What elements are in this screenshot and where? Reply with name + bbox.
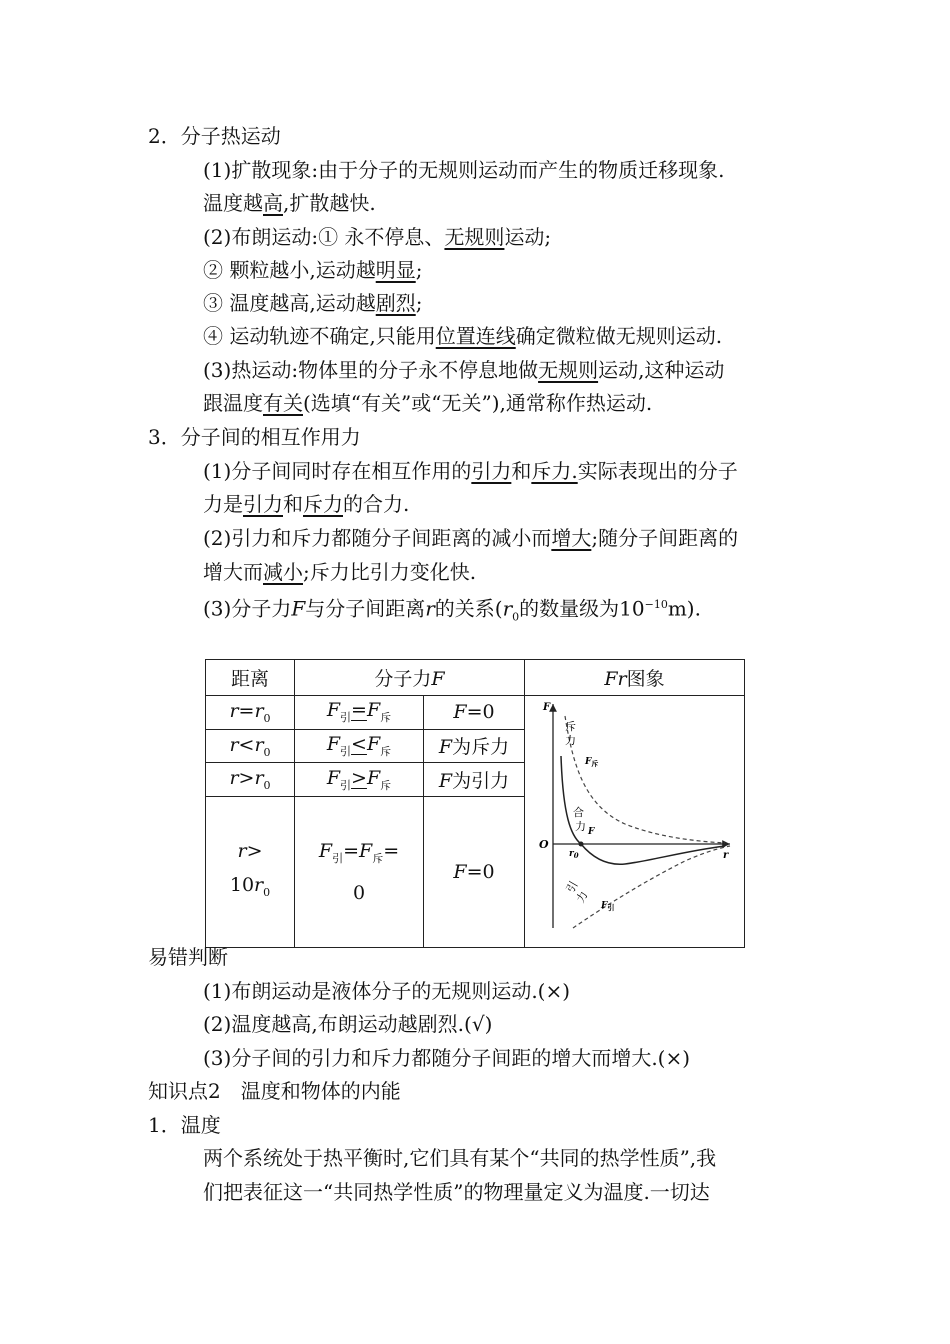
judgement-item: (1)布朗运动是液体分子的无规则运动.(×) xyxy=(203,979,571,1003)
force-distance-graph xyxy=(525,696,744,942)
answer-blank: 减小 xyxy=(263,560,303,584)
answer-blank: 高 xyxy=(263,191,283,215)
section-heading: 1．温度 xyxy=(148,1113,221,1137)
cell-distance: $r=r_0$ xyxy=(206,696,295,730)
F-resultant-label: F xyxy=(588,827,595,837)
paragraph-line: (2)布朗运动:① 永不停息、无规则运动; xyxy=(203,225,552,249)
answer-blank: 增大 xyxy=(551,526,592,550)
resultant-label: 力 xyxy=(575,820,586,833)
r0-label: $r_0$ xyxy=(569,849,579,860)
origin-label: O xyxy=(539,838,549,851)
answer-blank: 引力 xyxy=(471,459,512,483)
attractive-label: 引 xyxy=(563,878,581,895)
paragraph-line: 两个系统处于热平衡时,它们具有某个“共同的热学性质”,我 xyxy=(203,1146,717,1170)
header-distance: 距离 xyxy=(206,660,295,696)
cell-distance: $r>r_0$ xyxy=(206,763,295,797)
cell-distance: $r<r_0$ xyxy=(206,729,295,763)
cell-force-result: F=0 xyxy=(424,696,525,730)
cell-force-relation: $F_引>F_斥$ xyxy=(295,763,424,797)
axis-label-r: r xyxy=(723,850,729,861)
F-repulsive-label: $F_斥$ xyxy=(585,757,599,768)
paragraph-line: (3)分子力F与分子间距离r的关系($r_0$的数量级为$10^{-10}m$). xyxy=(203,596,701,624)
cell-distance: r> $10r_0$ xyxy=(206,796,295,947)
section-heading: 2．分子热运动 xyxy=(148,124,281,148)
cell-force-relation: $F_引=F_斥$ xyxy=(295,696,424,730)
cell-force-relation: $F_引=F_斥=$ 0 xyxy=(295,796,424,947)
resultant-label: 合 xyxy=(573,806,584,819)
answer-blank: 明显 xyxy=(375,258,416,282)
cell-force-result: F为引力 xyxy=(424,763,525,797)
paragraph-line: (1)分子间同时存在相互作用的引力和斥力.实际表现出的分子 xyxy=(203,459,738,483)
F-attractive-label: $F_引$ xyxy=(601,901,615,912)
repulsive-label: 力 xyxy=(565,734,576,747)
section-heading: 3．分子间的相互作用力 xyxy=(148,425,361,449)
paragraph-line: 增大而减小;斥力比引力变化快. xyxy=(203,560,477,584)
resultant-curve xyxy=(561,756,725,864)
answer-blank: 无规则 xyxy=(444,225,505,249)
graph-cell xyxy=(525,696,745,948)
header-force: 分子力F xyxy=(295,660,525,696)
answer-blank: 斥力. xyxy=(531,459,578,483)
repulsive-label: 斥 xyxy=(565,720,576,733)
paragraph-line: ④ 运动轨迹不确定,只能用位置连线确定微粒做无规则运动. xyxy=(203,324,723,348)
paragraph-line: 力是引力和斥力的合力. xyxy=(203,492,410,516)
paragraph-line: ② 颗粒越小,运动越明显; xyxy=(203,258,423,282)
paragraph-line: (2)引力和斥力都随分子间距离的减小而增大;随分子间距离的 xyxy=(203,526,739,550)
paragraph-line: 温度越高,扩散越快. xyxy=(203,191,376,215)
answer-blank: 位置连线 xyxy=(435,324,516,348)
paragraph-line: (1)扩散现象:由于分子的无规则运动而产生的物质迁移现象. xyxy=(203,158,725,182)
paragraph-line: 们把表征这一“共同热学性质”的物理量定义为温度.一切达 xyxy=(203,1180,710,1204)
force-distance-table xyxy=(205,659,745,948)
axis-label-F: F xyxy=(543,702,551,713)
judgement-item: (3)分子间的引力和斥力都随分子间距的增大而增大.(×) xyxy=(203,1046,691,1070)
cell-force-result: F=0 xyxy=(424,796,525,947)
answer-blank: 无规则 xyxy=(538,358,599,382)
section-heading: 知识点2 温度和物体的内能 xyxy=(148,1079,401,1103)
cell-force-result: F为斥力 xyxy=(424,729,525,763)
answer-blank: 斥力 xyxy=(303,492,343,516)
cell-force-relation: $F_引<F_斥$ xyxy=(295,729,424,763)
repulsive-curve xyxy=(565,716,725,843)
section-heading: 易错判断 xyxy=(148,945,228,969)
r0-point xyxy=(579,842,584,847)
header-graph: Fr图象 xyxy=(525,660,745,696)
paragraph-line: 跟温度有关(选填“有关”或“无关”),通常称作热运动. xyxy=(203,391,653,415)
answer-blank: 剧烈 xyxy=(375,291,416,315)
answer-blank: 有关 xyxy=(263,391,303,415)
judgement-item: (2)温度越高,布朗运动越剧烈.(√) xyxy=(203,1012,493,1036)
attractive-label: 力 xyxy=(573,888,591,905)
answer-blank: 引力 xyxy=(243,492,283,516)
paragraph-line: (3)热运动:物体里的分子永不停息地做无规则运动,这种运动 xyxy=(203,358,725,382)
paragraph-line: ③ 温度越高,运动越剧烈; xyxy=(203,291,423,315)
